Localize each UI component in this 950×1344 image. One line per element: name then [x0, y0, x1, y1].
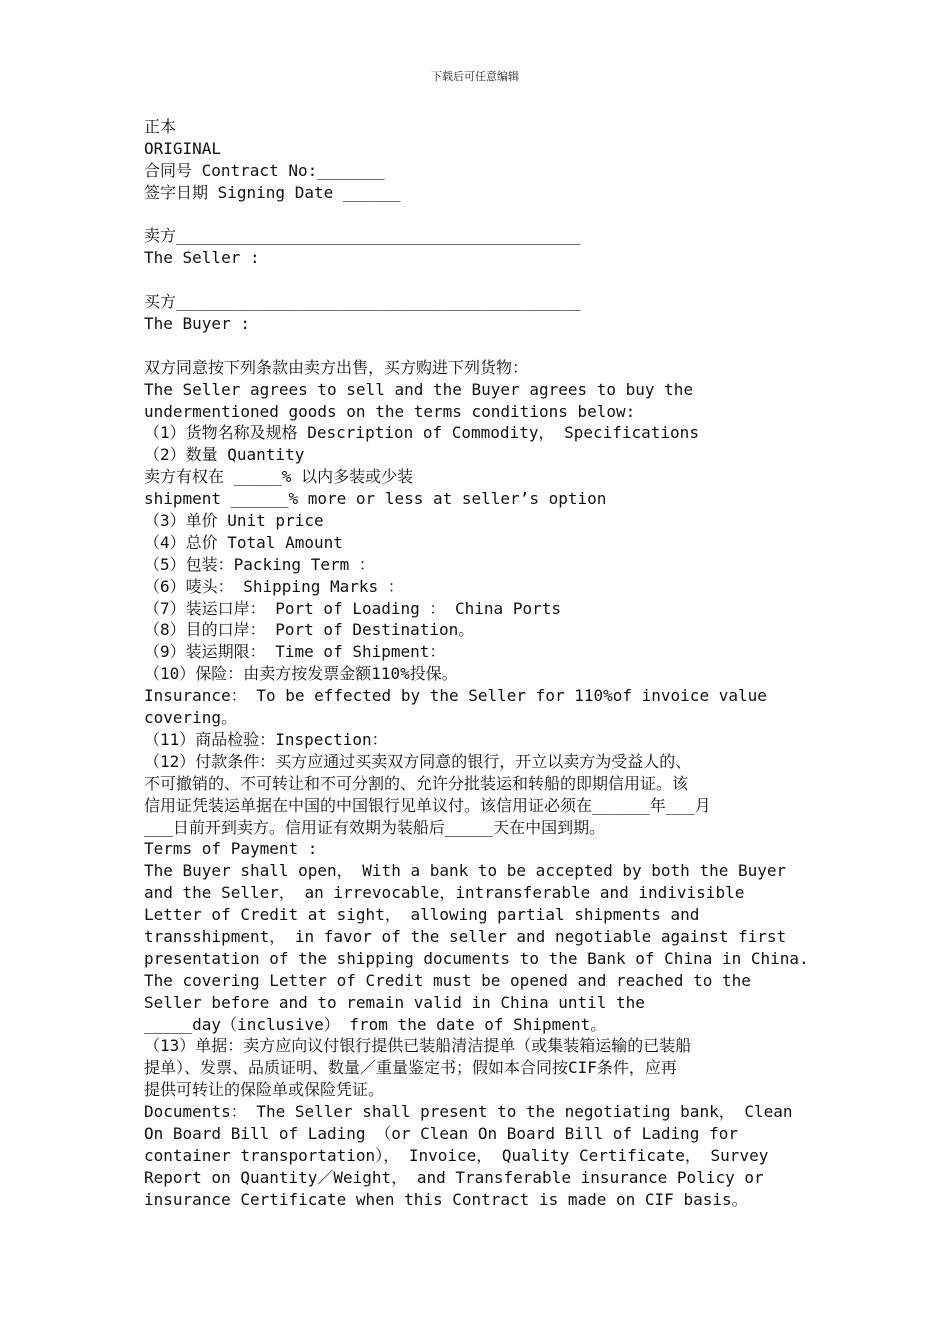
contract-line: Documents： The Seller shall present to the negotiating bank， Clean	[144, 1102, 793, 1122]
contract-line: The covering Letter of Credit must be opened and reached to the	[144, 970, 751, 990]
contract-line: 卖方__________________________________________	[144, 226, 581, 246]
contract-line: 签字日期 Signing Date ______	[144, 182, 401, 202]
contract-line: The Seller :	[144, 248, 260, 268]
contract-line: _____day（inclusive） from the date of Shipment。	[144, 1014, 607, 1034]
contract-line: and the Seller， an irrevocable，intransferable and indivisible	[144, 883, 745, 903]
contract-line: Insurance： To be effected by the Seller for 110%of invoice value	[144, 686, 767, 706]
contract-line: ORIGINAL	[144, 138, 222, 158]
blank-line	[144, 269, 844, 291]
contract-line: transshipment， in favor of the seller and negotiable against first	[144, 926, 787, 946]
contract-line: The Buyer :	[144, 314, 250, 334]
contract-line: 合同号 Contract No:_______	[144, 160, 385, 180]
contract-line: 信用证凭装运单据在中国的中国银行见单议付。该信用证必须在______年___月	[144, 795, 711, 815]
contract-line: undermentioned goods on the terms conditions below:	[144, 401, 636, 421]
contract-line: shipment ______% more or less at seller’s option	[144, 489, 607, 509]
contract-line: （6）唛头： Shipping Marks ：	[144, 576, 404, 596]
contract-line: 提单）、发票、品质证明、数量／重量鉴定书；假如本合同按CIF条件，应再	[144, 1058, 677, 1078]
contract-line: （12）付款条件：买方应通过买卖双方同意的银行，开立以卖方为受益人的、	[144, 751, 692, 771]
contract-line: The Buyer shall open， With a bank to be accepted by both the Buyer	[144, 861, 787, 881]
contract-line: （9）装运期限： Time of Shipment：	[144, 642, 446, 662]
contract-line: （10）保险：由卖方按发票金额110%投保。	[144, 664, 458, 684]
contract-line: Report on Quantity／Weight， and Transferable insurance Policy or	[144, 1167, 764, 1187]
contract-line: Terms of Payment :	[144, 839, 318, 859]
contract-line: （13）单据：卖方应向议付银行提供已装船清洁提单（或集装箱运输的已装船	[144, 1036, 692, 1056]
blank-line	[144, 335, 844, 357]
contract-line: （5）包装：Packing Term ：	[144, 554, 375, 574]
contract-line: （11）商品检验：Inspection：	[144, 729, 388, 749]
contract-line: Letter of Credit at sight， allowing partial shipments and	[144, 905, 700, 925]
contract-line: （3）单价 Unit price	[144, 511, 324, 531]
contract-line: 买方__________________________________________	[144, 292, 581, 312]
contract-body	[144, 116, 844, 1211]
contract-line: （1）货物名称及规格 Description of Commodity， Specifications	[144, 423, 699, 443]
contract-line: 正本	[144, 117, 177, 136]
contract-line: （4）总价 Total Amount	[144, 532, 343, 552]
contract-line: （8）目的口岸： Port of Destination。	[144, 620, 475, 640]
blank-line	[144, 204, 844, 226]
contract-line: On Board Bill of Lading （or Clean On Board Bill of Lading for	[144, 1123, 738, 1143]
contract-line: presentation of the shipping documents to the Bank of China in China.	[144, 948, 809, 968]
contract-line: 不可撤销的、不可转让和不可分割的、允许分批装运和转船的即期信用证。该	[144, 773, 689, 793]
contract-line: （2）数量 Quantity	[144, 445, 305, 465]
contract-line: insurance Certificate when this Contract is made on CIF basis。	[144, 1189, 748, 1209]
contract-line: 提供可转让的保险单或保险凭证。	[144, 1080, 385, 1100]
contract-line: The Seller agrees to sell and the Buyer agrees to buy the	[144, 379, 694, 399]
contract-line: 卖方有权在 _____% 以内多装或少装	[144, 467, 414, 487]
header-note: 下载后可任意编辑	[431, 70, 519, 83]
contract-line: covering。	[144, 708, 238, 728]
contract-line: （7）装运口岸： Port of Loading ： China Ports	[144, 598, 561, 618]
contract-line: 双方同意按下列条款由卖方出售，买方购进下列货物：	[144, 357, 529, 377]
contract-line: container transportation）， Invoice， Quality Certificate， Survey	[144, 1145, 769, 1165]
contract-line: Seller before and to remain valid in China until the	[144, 992, 645, 1012]
contract-line: ___日前开到卖方。信用证有效期为装船后_____天在中国到期。	[144, 817, 606, 837]
